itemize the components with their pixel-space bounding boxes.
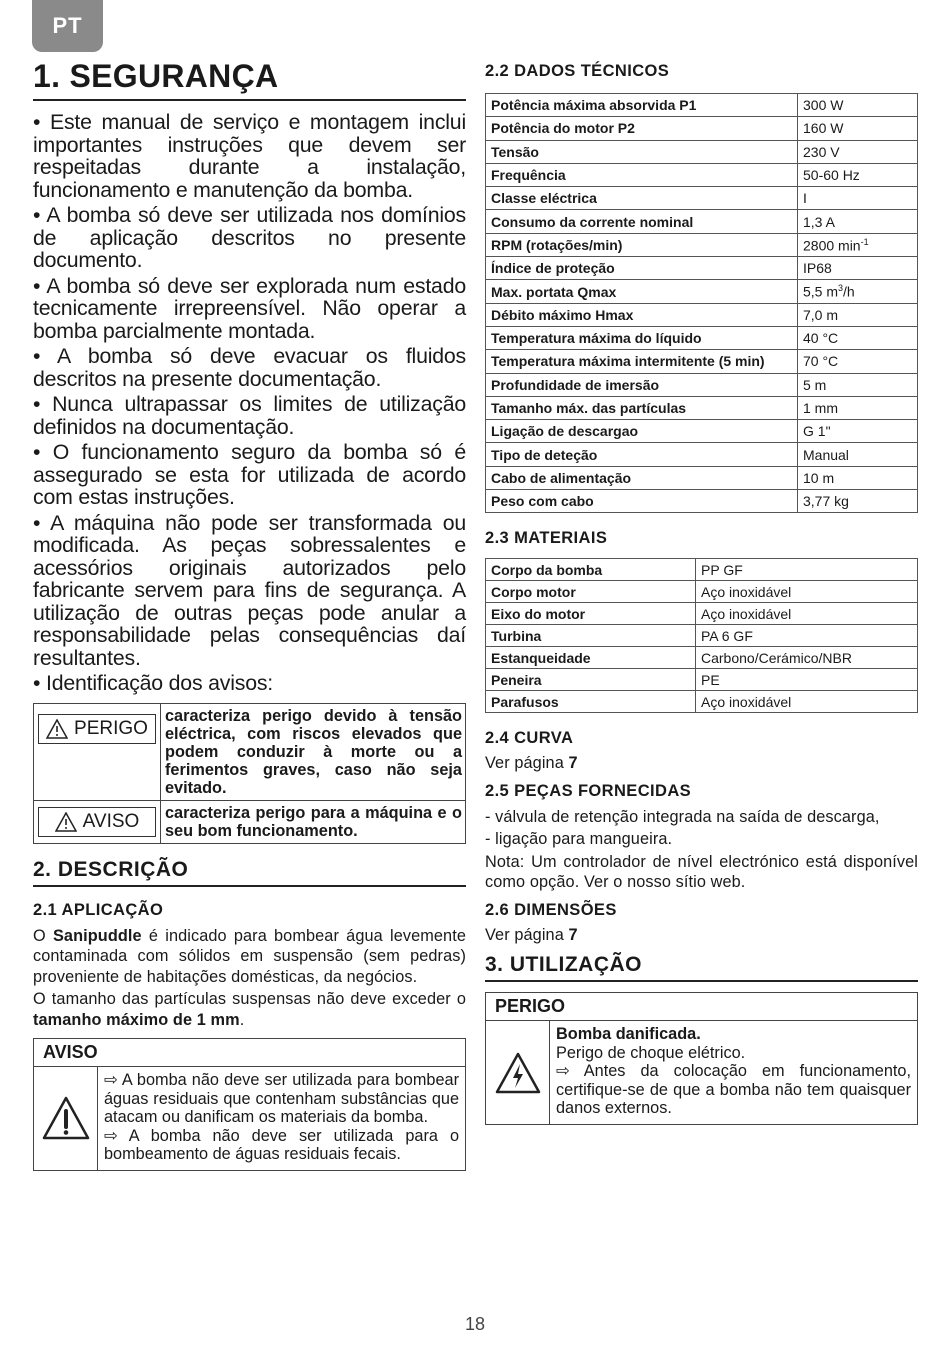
spec-key: Classe eléctrica [486,187,798,210]
section-2-1-title: 2.1 APLICAÇÃO [33,900,164,919]
spec-key: RPM (rotações/min) [486,233,798,256]
right-column [485,62,918,1125]
spec-key: Temperatura máxima intermitente (5 min) [486,350,798,373]
warning-triangle-icon [41,1095,91,1141]
dimensions-reference: Ver página 7 [485,925,578,944]
spec-key: Peso com cabo [486,490,798,513]
material-value: Aço inoxidável [696,691,918,713]
material-row [486,669,918,691]
spec-row [486,140,918,163]
spec-key: Consumo da corrente nominal [486,210,798,233]
warning-row-perigo [34,704,465,801]
spec-value: 230 V [798,140,918,163]
section-2-5-title: 2.5 PEÇAS FORNECIDAS [485,781,692,800]
spec-row [486,94,918,117]
spec-value: 50-60 Hz [798,163,918,186]
spec-row [486,420,918,443]
bullet: • Identificação dos avisos: [33,671,274,695]
bullet: • A bomba só deve evacuar os fluidos descritos na presente documentação. [33,344,466,391]
material-part: Turbina [486,625,696,647]
aviso-label: AVISO [38,807,156,837]
bullet: • Este manual de serviço e montagem inclui importantes instruções que devem ser respeitadas durante a instalação, funcionamento e manutenção da bomba. [33,110,466,202]
bullet: • O funcionamento seguro da bomba só é assegurado se esta for utilizada de acordo com estas instruções. [33,440,466,509]
perigo-box [485,992,918,1125]
section-3-title: 3. UTILIZAÇÃO [485,953,918,982]
section-1-title: 1. SEGURANÇA [33,58,466,101]
perigo-box-text: Bomba danificada. Perigo de choque elétrico. ⇨ Antes da colocação em funcionamento, certifique-se de que a bomba não tem quaisquer danos externos. [556,1025,911,1118]
curve-reference: Ver página 7 [485,754,578,773]
material-row [486,603,918,625]
spec-value: IP68 [798,257,918,280]
spec-row [486,466,918,489]
application-paragraph-2: O tamanho das partículas suspensas não deve exceder o tamanho máximo de 1 mm. [33,990,466,1029]
language-label: PT [52,13,83,38]
supplied-part: - válvula de retenção integrada na saída de descarga, [485,807,880,826]
warning-triangle-icon [55,812,77,832]
spec-key: Índice de proteção [486,257,798,280]
warning-row-aviso [34,801,465,843]
spec-key: Profundidade de imersão [486,373,798,396]
spec-value: 70 °C [798,350,918,373]
perigo-icon-cell [486,1021,550,1124]
spec-row [486,396,918,419]
spec-row [486,350,918,373]
spec-value: 2800 $\min^{-1}$ [798,233,918,256]
spec-value: 10 m [798,466,918,489]
section-2-2-title: 2.2 DADOS TÉCNICOS [485,62,670,80]
supplied-note: Nota: Um controlador de nível electrónico está disponível como opção. Ver o nosso sítio web. [485,852,918,892]
left-column [33,58,466,1171]
bullet: • A máquina não pode ser transformada ou modificada. As peças sobressalentes e acessórios originais autorizados pelo fabricante servem para fins de segurança. A utilização de outras peças pode anular a responsabilidade pelas consequências daí resultantes. [33,510,466,670]
material-row [486,647,918,669]
spec-row [486,257,918,280]
material-value: PA 6 GF [696,625,918,647]
spec-value: 5 m [798,373,918,396]
spec-key: Tensão [486,140,798,163]
spec-value: 7,0 m [798,303,918,326]
spec-row [486,280,918,303]
spec-row [486,187,918,210]
language-tab [32,0,103,52]
spec-value: 1 mm [798,396,918,419]
spec-row [486,117,918,140]
spec-value: 40 °C [798,326,918,349]
spec-row [486,210,918,233]
material-part: Parafusos [486,691,696,713]
material-part: Corpo motor [486,581,696,603]
spec-row [486,233,918,256]
material-row [486,559,918,581]
material-value: PE [696,669,918,691]
section-2-3-title: 2.3 MATERIAIS [485,529,608,548]
aviso-icon-cell [34,1067,98,1170]
material-part: Eixo do motor [486,603,696,625]
spec-key: Potência do motor P2 [486,117,798,140]
aviso-box-text: ⇨ A bomba não deve ser utilizada para bombear águas residuais que contenham substâncias que atacam ou danificam os materiais da bomba. ⇨ A bomba não deve ser utilizada para o bombeamento de águas residuais fecais. [104,1071,459,1163]
spec-key: Frequência [486,163,798,186]
spec-row [486,443,918,466]
spec-value: 5,5 $m^3/h$ [798,280,918,303]
page-number: 18 [464,1314,486,1334]
spec-value: I [798,187,918,210]
material-part: Peneira [486,669,696,691]
spec-row [486,163,918,186]
spec-row [486,490,918,513]
spec-value: 3,77 kg [798,490,918,513]
technical-data-table [485,93,918,513]
spec-row [486,373,918,396]
materials-table [485,558,918,713]
warning-triangle-icon [46,719,68,739]
material-value: Aço inoxidável [696,603,918,625]
material-row [486,625,918,647]
spec-key: Potência máxima absorvida P1 [486,94,798,117]
material-part: Estanqueidade [486,647,696,669]
spec-key: Tamanho máx. das partículas [486,396,798,419]
electric-hazard-icon [494,1051,542,1095]
material-value: Carbono/Cerámico/NBR [696,647,918,669]
aviso-box [33,1038,466,1171]
material-value: Aço inoxidável [696,581,918,603]
section-2-6-title: 2.6 DIMENSÕES [485,900,617,919]
spec-value: G 1" [798,420,918,443]
bullet: • Nunca ultrapassar os limites de utilização definidos na documentação. [33,392,466,439]
spec-value: 1,3 A [798,210,918,233]
supplied-part: - ligação para mangueira. [485,830,673,849]
material-part: Corpo da bomba [486,559,696,581]
bullet: • A bomba só deve ser utilizada nos domínios de aplicação descritos no presente documento. [33,203,466,272]
material-row [486,691,918,713]
spec-key: Cabo de alimentação [486,466,798,489]
spec-value: 160 W [798,117,918,140]
bullet: • A bomba só deve ser explorada num estado tecnicamente irrepreensível. Não operar a bomba parcialmente montada. [33,273,466,343]
application-paragraph-1: O Sanipuddle é indicado para bombear água levemente contaminada com sólidos em suspensão (sem pedras) proveniente de habitações domésticas, da negócios. [33,926,466,986]
aviso-box-title: AVISO [34,1039,465,1067]
spec-row [486,326,918,349]
section-2-4-title: 2.4 CURVA [485,729,574,748]
spec-key: Ligação de descargao [486,420,798,443]
spec-value: Manual [798,443,918,466]
spec-key: Débito máximo Hmax [486,303,798,326]
perigo-label: PERIGO [38,714,156,744]
spec-key: Temperatura máxima do líquido [486,326,798,349]
aviso-description: caracteriza perigo para a máquina e o seu bom funcionamento. [160,801,465,843]
spec-key: Max. portata Qmax [486,280,798,303]
material-row [486,581,918,603]
material-value: PP GF [696,559,918,581]
section-2-title: 2. DESCRIÇÃO [33,858,466,887]
warning-legend-table [33,703,466,844]
spec-row [486,303,918,326]
spec-key: Tipo de deteção [486,443,798,466]
perigo-description: caracteriza perigo devido à tensão eléctrica, com riscos elevados que podem conduzir à morte ou a ferimentos graves, caso não seja evitado. [160,704,465,800]
perigo-box-title: PERIGO [486,993,917,1021]
spec-value: 300 W [798,94,918,117]
safety-bullets [33,111,466,695]
